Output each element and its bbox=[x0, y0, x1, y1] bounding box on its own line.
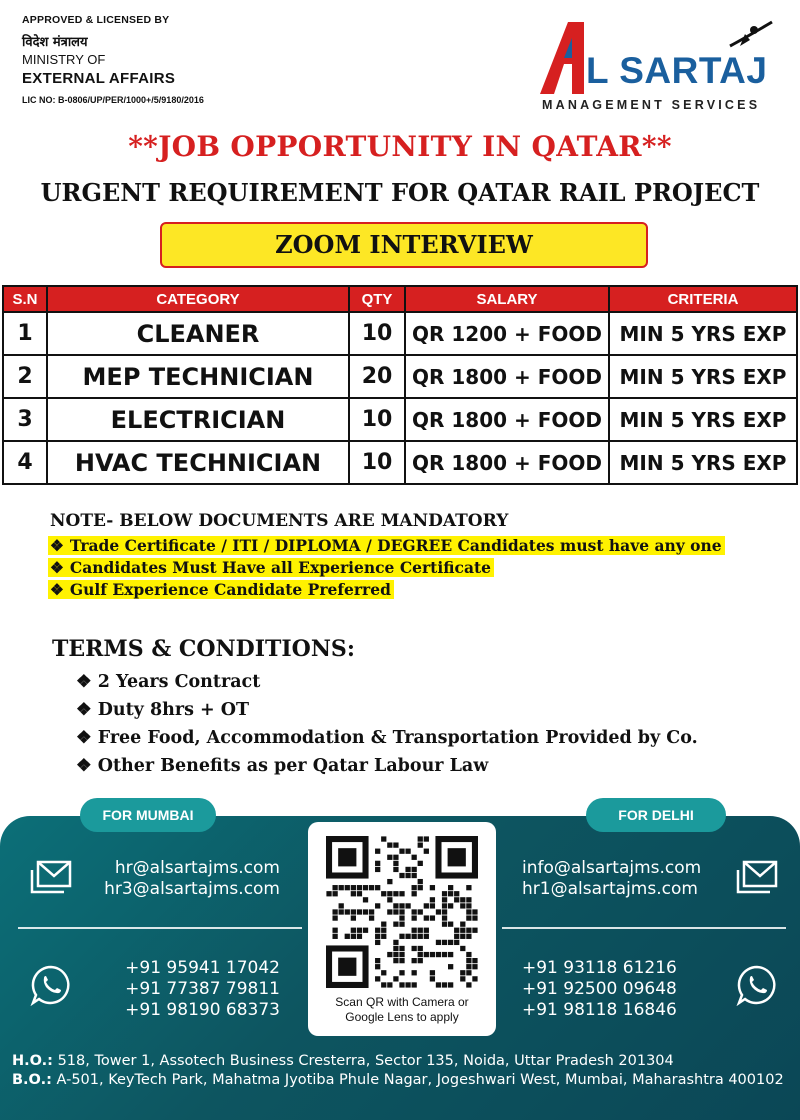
qr-code-icon[interactable] bbox=[326, 836, 478, 988]
cell-salary: QR 1800 + FOOD bbox=[405, 355, 609, 398]
note-list bbox=[48, 535, 725, 601]
terms-item-text: 2 Years Contract bbox=[97, 672, 261, 692]
table-row bbox=[3, 312, 797, 355]
cell-criteria: MIN 5 YRS EXP bbox=[609, 312, 797, 355]
terms-list bbox=[76, 668, 698, 780]
diamond-bullet-icon: ❖ bbox=[76, 700, 92, 720]
delhi-phone-2[interactable]: +91 92500 09648 bbox=[522, 979, 677, 999]
whatsapp-icon bbox=[736, 964, 778, 1006]
delhi-phone-3[interactable]: +91 98118 16846 bbox=[522, 1000, 677, 1020]
whatsapp-icon bbox=[30, 964, 72, 1006]
cell-category: ELECTRICIAN bbox=[47, 398, 349, 441]
mumbai-phone-3[interactable]: +91 98190 68373 bbox=[125, 1000, 280, 1020]
cell-qty: 10 bbox=[349, 398, 405, 441]
cell-category: HVAC TECHNICIAN bbox=[47, 441, 349, 484]
headline: **JOB OPPORTUNITY IN QATAR** bbox=[128, 130, 672, 163]
list-item bbox=[48, 557, 725, 579]
license-number: LIC NO: B-0806/UP/PER/1000+/5/9180/2016 bbox=[22, 95, 204, 105]
note-heading: NOTE- BELOW DOCUMENTS ARE MANDATORY bbox=[50, 511, 509, 531]
list-item bbox=[48, 579, 725, 601]
logo-subtitle: MANAGEMENT SERVICES bbox=[542, 98, 761, 112]
terms-heading: TERMS & CONDITIONS: bbox=[52, 636, 355, 662]
diamond-bullet-icon: ❖ bbox=[50, 580, 64, 599]
divider bbox=[502, 927, 786, 929]
table-row bbox=[3, 355, 797, 398]
list-item bbox=[76, 752, 698, 780]
qr-caption-line-1: Scan QR with Camera or bbox=[335, 995, 469, 1009]
interview-type-banner: ZOOM INTERVIEW bbox=[160, 222, 648, 268]
cell-criteria: MIN 5 YRS EXP bbox=[609, 355, 797, 398]
diamond-bullet-icon: ❖ bbox=[76, 756, 92, 776]
mumbai-label: FOR MUMBAI bbox=[80, 798, 216, 832]
branch-office-label: B.O.: bbox=[12, 1072, 52, 1088]
cell-sn: 2 bbox=[3, 355, 47, 398]
company-logo bbox=[540, 16, 780, 116]
cell-qty: 20 bbox=[349, 355, 405, 398]
cell-qty: 10 bbox=[349, 312, 405, 355]
note-item-text: Gulf Experience Candidate Preferred bbox=[69, 580, 391, 599]
mumbai-email-1[interactable]: hr@alsartajms.com bbox=[114, 858, 280, 878]
cell-category: CLEANER bbox=[47, 312, 349, 355]
ministry-hindi: विदेश मंत्रालय bbox=[22, 35, 88, 50]
jobs-table bbox=[2, 285, 798, 485]
cell-salary: QR 1800 + FOOD bbox=[405, 441, 609, 484]
cell-qty: 10 bbox=[349, 441, 405, 484]
cell-criteria: MIN 5 YRS EXP bbox=[609, 398, 797, 441]
branch-office bbox=[12, 1071, 792, 1090]
table-header-row bbox=[3, 286, 797, 312]
note-item-text: Trade Certificate / ITI / DIPLOMA / DEGREE Candidates must have any one bbox=[69, 536, 722, 555]
terms-item-text: Duty 8hrs + OT bbox=[97, 700, 250, 720]
email-icon bbox=[28, 858, 74, 898]
mumbai-phone-2[interactable]: +91 77387 79811 bbox=[125, 979, 280, 999]
list-item bbox=[76, 696, 698, 724]
cell-sn: 3 bbox=[3, 398, 47, 441]
diamond-bullet-icon: ❖ bbox=[50, 536, 64, 555]
cell-salary: QR 1800 + FOOD bbox=[405, 398, 609, 441]
diamond-bullet-icon: ❖ bbox=[76, 672, 92, 692]
list-item bbox=[76, 724, 698, 752]
cell-category: MEP TECHNICIAN bbox=[47, 355, 349, 398]
email-icon bbox=[734, 858, 780, 898]
terms-item-text: Free Food, Accommodation & Transportation Provided by Co. bbox=[97, 728, 698, 748]
cell-sn: 4 bbox=[3, 441, 47, 484]
cell-salary: QR 1200 + FOOD bbox=[405, 312, 609, 355]
delhi-email-2[interactable]: hr1@alsartajms.com bbox=[522, 879, 698, 899]
mumbai-email-2[interactable]: hr3@alsartajms.com bbox=[104, 879, 280, 899]
list-item bbox=[48, 535, 725, 557]
table-row bbox=[3, 441, 797, 484]
office-addresses bbox=[12, 1052, 792, 1090]
subheadline: URGENT REQUIREMENT FOR QATAR RAIL PROJECT bbox=[40, 178, 760, 207]
qr-card[interactable] bbox=[308, 822, 496, 1036]
header-salary: SALARY bbox=[405, 286, 609, 312]
cell-criteria: MIN 5 YRS EXP bbox=[609, 441, 797, 484]
header-sn: S.N bbox=[3, 286, 47, 312]
license-block bbox=[22, 14, 322, 105]
qr-caption-line-2: Google Lens to apply bbox=[345, 1010, 459, 1024]
ministry-label: MINISTRY OF bbox=[22, 52, 106, 67]
logo-wordmark: L SARTAJ bbox=[586, 50, 768, 91]
list-item bbox=[76, 668, 698, 696]
head-office-address: 518, Tower 1, Assotech Business Cresterra, Sector 135, Noida, Uttar Pradesh 201304 bbox=[52, 1053, 674, 1069]
branch-office-address: A-501, KeyTech Park, Mahatma Jyotiba Phule Nagar, Jogeshwari West, Mumbai, Maharashtra 400102 bbox=[51, 1072, 784, 1088]
cell-sn: 1 bbox=[3, 312, 47, 355]
delhi-phone-1[interactable]: +91 93118 61216 bbox=[522, 958, 677, 978]
note-item-text: Candidates Must Have all Experience Certificate bbox=[69, 558, 492, 577]
header-criteria: CRITERIA bbox=[609, 286, 797, 312]
diamond-bullet-icon: ❖ bbox=[76, 728, 92, 748]
head-office-label: H.O.: bbox=[12, 1053, 53, 1069]
approved-label: APPROVED & LICENSED BY bbox=[22, 14, 170, 26]
terms-item-text: Other Benefits as per Qatar Labour Law bbox=[97, 756, 489, 776]
external-affairs-label: EXTERNAL AFFAIRS bbox=[22, 70, 176, 87]
head-office bbox=[12, 1052, 792, 1071]
qr-caption bbox=[308, 995, 496, 1025]
divider bbox=[18, 927, 302, 929]
header-qty: QTY bbox=[349, 286, 405, 312]
delhi-label: FOR DELHI bbox=[586, 798, 726, 832]
diamond-bullet-icon: ❖ bbox=[50, 558, 64, 577]
table-row bbox=[3, 398, 797, 441]
delhi-email-1[interactable]: info@alsartajms.com bbox=[522, 858, 702, 878]
header-category: CATEGORY bbox=[47, 286, 349, 312]
mumbai-phone-1[interactable]: +91 95941 17042 bbox=[125, 958, 280, 978]
